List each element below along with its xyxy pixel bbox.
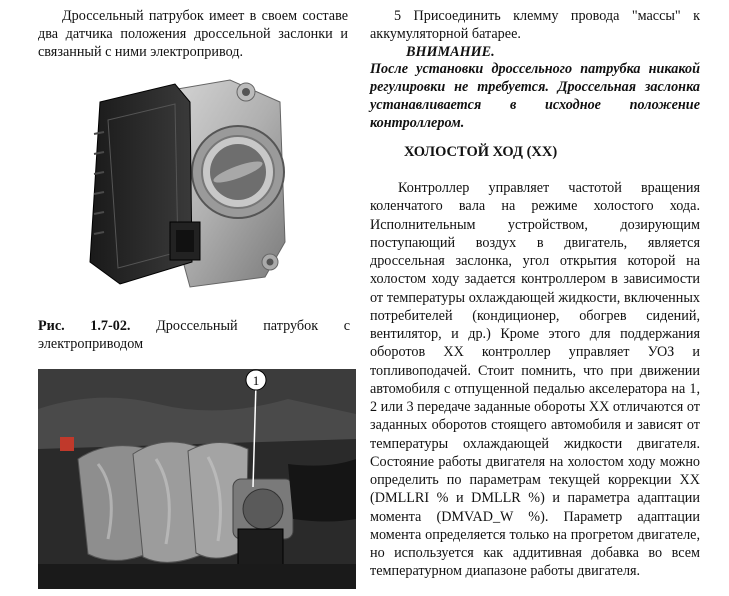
figure-caption: [38, 318, 350, 354]
step-5-text: 5 Присоединить клемму провода "массы" к аккумуляторной батарее.: [370, 8, 700, 42]
engine-bay-photo: [38, 369, 356, 589]
throttle-body-illustration: [80, 72, 290, 307]
warning-title: ВНИМАНИЕ.: [406, 43, 495, 60]
figure-caption-text: Дроссельный патрубок с электроприводом: [38, 318, 350, 352]
intro-paragraph: Дроссельный патрубок имеет в своем составе два датчика положения дроссельной заслонки и связанный с ними электропривод.: [38, 8, 348, 60]
warning-body: После установки дроссельного патрубка никакой регулировки не требуется. Дроссельная заслонка устанавливается в исходное положение контроллером.: [370, 61, 700, 131]
idle-paragraph: Контроллер управляет частотой вращения коленчатого вала на режиме холостого хода. Исполнительным устройством, дозирующим поступающий воздух в двигатель, является дроссельная заслонка, угол открытия которой на холостом ходу задается контроллером в зависимости от температуры охлаждающей жидкости, включенных потребителей (кондиционер, обогрев сидений, вентилятор, и др.) Кроме этого для поддержания оборотов ХХ контроллер управляет УОЗ и топливоподачей. Стоит помнить, что при движении автомобиля с отпущенной педалью акселератора на 1, 2 или 3 передаче заданные обороты ХХ отличаются от заданных оборотов стоящего автомобиля и зависят от температуры охлаждающей жидкости двигателя. Состояние работы двигателя на холостом ходу можно определить по параметрам текущей коррекции ХХ (DMLLRI % и DMLLR %) и параметра адаптации момента (DMVAD_W %). Параметр адаптации момента определяется только на прогретом двигателе, но используется как аддитивная добавка во всем температурном диапазоне работы двигателя.: [370, 180, 700, 580]
idle-description: [370, 179, 700, 581]
figure-caption-label: Рис. 1.7-02.: [38, 318, 131, 334]
section-heading: ХОЛОСТОЙ ХОД (ХХ): [404, 144, 558, 160]
engine-bay-drawing: [38, 369, 356, 589]
left-column: [38, 8, 348, 61]
engine-callout-number: 1: [252, 373, 260, 388]
right-column-upper: [370, 8, 700, 133]
